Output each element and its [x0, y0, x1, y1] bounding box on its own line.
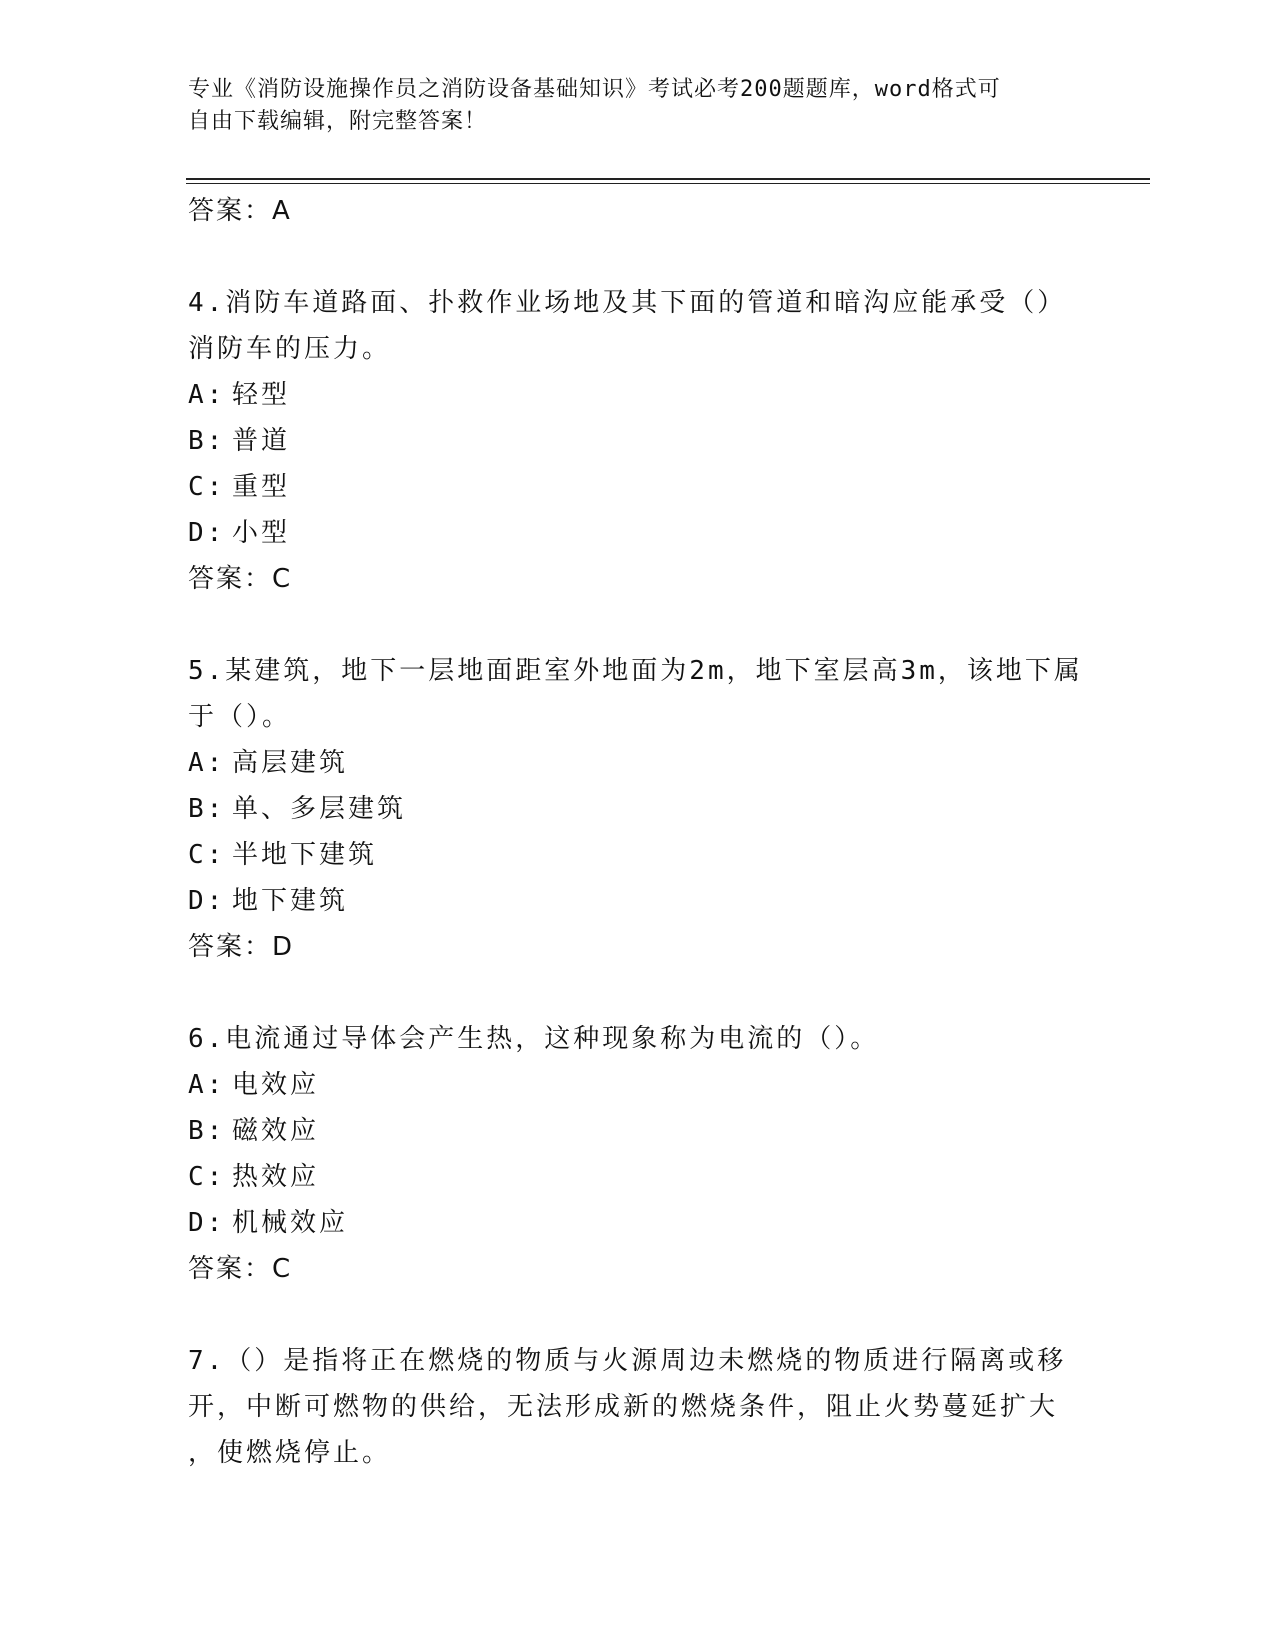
option-text: 机械效应: [232, 1208, 349, 1238]
option-letter: D:: [188, 886, 226, 916]
question-5: [188, 648, 1088, 970]
question-7: [188, 1338, 1088, 1476]
page-header: [188, 74, 1068, 138]
answer-line: 答案：D: [188, 932, 295, 962]
option-text: 普道: [232, 426, 291, 456]
option-text: 电效应: [232, 1070, 320, 1100]
option-text: 地下建筑: [232, 886, 349, 916]
option-text: 小型: [232, 518, 291, 548]
option-text: 重型: [232, 472, 291, 502]
option-letter: B:: [188, 794, 226, 824]
option-a: [188, 740, 1088, 786]
question-text-line: 7.（）是指将正在燃烧的物质与火源周边未燃烧的物质进行隔离或移: [188, 1346, 1067, 1376]
header-line-1: 专业《消防设施操作员之消防设备基础知识》考试必考200题题库，word格式可: [188, 77, 1001, 102]
option-d: [188, 510, 1088, 556]
header-divider: [186, 178, 1150, 184]
question-6: [188, 1016, 1088, 1292]
question-text-line: 于（）。: [188, 702, 292, 732]
option-letter: D:: [188, 518, 226, 548]
question-text-line: 开，中断可燃物的供给，无法形成新的燃烧条件，阻止火势蔓延扩大: [188, 1392, 1059, 1422]
option-letter: B:: [188, 1116, 226, 1146]
question-text-line: 4.消防车道路面、扑救作业场地及其下面的管道和暗沟应能承受（）: [188, 288, 1067, 318]
option-text: 单、多层建筑: [232, 794, 407, 824]
answer-line: 答案：C: [188, 1254, 293, 1284]
option-letter: C:: [188, 472, 226, 502]
option-c: [188, 464, 1088, 510]
option-d: [188, 1200, 1088, 1246]
option-letter: C:: [188, 840, 226, 870]
option-text: 轻型: [232, 380, 291, 410]
question-text-line: ，使燃烧停止。: [188, 1438, 392, 1468]
answer-line: 答案：A: [188, 196, 292, 226]
option-letter: A:: [188, 748, 226, 778]
option-c: [188, 1154, 1088, 1200]
option-text: 半地下建筑: [232, 840, 378, 870]
question-text-line: 6.电流通过导体会产生热，这种现象称为电流的（）。: [188, 1024, 880, 1054]
option-letter: D:: [188, 1208, 226, 1238]
option-letter: A:: [188, 380, 226, 410]
option-b: [188, 786, 1088, 832]
question-text-line: 5.某建筑，地下一层地面距室外地面为2m，地下室层高3m，该地下属: [188, 656, 1083, 686]
option-text: 热效应: [232, 1162, 320, 1192]
option-b: [188, 1108, 1088, 1154]
answer-line: 答案：C: [188, 564, 293, 594]
option-a: [188, 372, 1088, 418]
option-d: [188, 878, 1088, 924]
option-letter: A:: [188, 1070, 226, 1100]
option-letter: B:: [188, 426, 226, 456]
option-letter: C:: [188, 1162, 226, 1192]
document-body: [188, 188, 1088, 1476]
option-b: [188, 418, 1088, 464]
option-a: [188, 1062, 1088, 1108]
question-text-line: 消防车的压力。: [188, 334, 392, 364]
header-line-2: 自由下载编辑，附完整答案！: [188, 109, 488, 134]
question-4: [188, 280, 1088, 602]
option-text: 高层建筑: [232, 748, 349, 778]
option-c: [188, 832, 1088, 878]
option-text: 磁效应: [232, 1116, 320, 1146]
